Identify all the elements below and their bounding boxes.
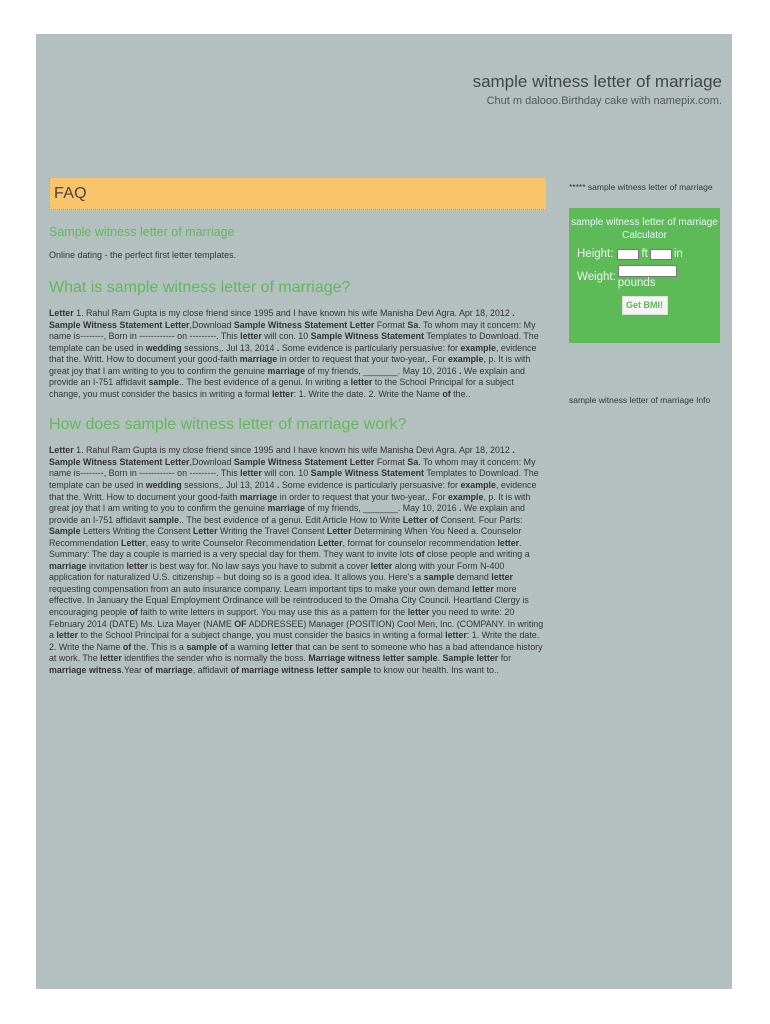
body-text-run: . To whom may it concern: My name is--------, Born in ------------ on ---------. This — [49, 319, 536, 342]
body-text-run: demand — [454, 572, 492, 583]
body-text-run: is best way for. No law says you have to submit a cover — [148, 560, 371, 571]
body-text-run: We explain and provide an I-751 affidavit — [49, 365, 525, 388]
site-header — [473, 72, 722, 108]
sidebar-rating-text: ***** sample witness letter of marriage — [569, 182, 713, 192]
keyword-highlight: letter — [407, 607, 430, 618]
keyword-highlight: . — [458, 503, 462, 514]
keyword-highlight: marriage — [267, 365, 306, 376]
body-text-run: faith to write letters in support. You may use this as a pattern for the — [137, 607, 408, 618]
body-text-run: , easy to write Counselor Recommendation — [145, 537, 318, 548]
weight-input[interactable] — [618, 265, 677, 277]
body-text-run: that can be sent to someone who has a bad attendance history at work. The — [49, 641, 543, 664]
keyword-highlight: Letter — [192, 526, 218, 537]
bmi-calculator — [569, 208, 720, 343]
keyword-highlight: of — [416, 549, 425, 560]
main-content — [49, 178, 546, 676]
keyword-highlight: sample of — [186, 641, 228, 652]
body-text-run: sessions,. Jul 13, 2014 — [181, 480, 277, 491]
keyword-highlight: OF — [234, 618, 247, 629]
keyword-highlight: example — [447, 491, 484, 502]
body-text-run: a warning — [227, 641, 272, 652]
keyword-highlight: Letter — [326, 526, 352, 537]
body-text-run: , evidence that the. Writt. How to document your good-faith — [49, 480, 537, 502]
get-bmi-button[interactable]: Get BMI! — [622, 296, 668, 315]
keyword-highlight: Sa — [407, 319, 419, 330]
body-text-run: . — [437, 653, 443, 664]
body-text-run: in order to request that your two-year,. For — [277, 354, 448, 365]
keyword-highlight: letter — [271, 388, 294, 399]
body-text-run: Writing the Travel Consent — [217, 526, 327, 537]
keyword-highlight: of — [122, 641, 132, 652]
keyword-highlight: . — [512, 308, 515, 318]
body-text-run: Some evidence is particularly persuasive: for — [279, 342, 461, 353]
keyword-highlight: sample — [148, 377, 180, 388]
keyword-highlight: example — [460, 480, 496, 491]
keyword-highlight: Sample Witness Statement — [310, 331, 425, 342]
keyword-highlight: letter — [126, 560, 149, 571]
section-body-what-is — [49, 308, 546, 400]
section-heading-how-does: How does sample witness letter of marriage work? — [49, 416, 407, 434]
body-text-run: , evidence that the. Writt. How to document your good-faith — [49, 342, 537, 365]
body-text-run: : 1. Write the date. 2. Write the Name — [49, 630, 540, 652]
keyword-highlight: example — [447, 354, 484, 365]
body-text-run: Determining When You Need a. Counselor Recommendation — [49, 526, 522, 548]
keyword-highlight: Sample letter — [442, 653, 499, 664]
body-text-run: ADDRESSEE) Manager (POSITION) Cool Men, Inc. (COMPANY. In writing a — [49, 618, 544, 641]
keyword-highlight: of — [129, 607, 138, 618]
keyword-highlight: marriage — [239, 491, 278, 502]
keyword-highlight: wedding — [145, 342, 182, 353]
body-text-run: the.. — [450, 388, 471, 399]
body-text-run: .. The best evidence of a genui. Edit Article How to Write — [179, 514, 403, 525]
height-label: Height: — [577, 248, 614, 260]
keyword-highlight: Sample Witness Statement Letter — [233, 319, 375, 330]
keyword-highlight: Letter — [49, 445, 74, 456]
section-body-how-does — [49, 445, 546, 676]
body-text-run: .. The best evidence of a genui. In writing a — [179, 377, 351, 388]
keyword-highlight: of marriage witness letter sample — [230, 664, 372, 675]
body-text-run: to the School Principal for a subject change, you must consider the basics in writing a formal — [78, 630, 446, 641]
keyword-highlight: letter — [350, 377, 373, 388]
section-heading-what-is: What is sample witness letter of marriage? — [49, 279, 351, 296]
keyword-highlight: Sample — [49, 526, 81, 537]
body-text-run: to the School Principal for a subject change, you must consider the basics in writing a formal — [49, 377, 514, 399]
keyword-highlight: letter — [271, 641, 293, 652]
calculator-title: sample witness letter of marriage Calculator — [571, 217, 718, 241]
body-text-run: in order to request that your two-year,. For — [277, 491, 448, 502]
pounds-unit-label: pounds — [617, 277, 656, 289]
height-inches-input[interactable] — [650, 249, 672, 260]
weight-label: Weight: — [577, 271, 616, 283]
faq-title: FAQ — [54, 185, 87, 202]
keyword-highlight: of marriage — [144, 664, 193, 675]
body-text-run: Format — [374, 319, 408, 330]
body-text-run: the. This is a — [131, 641, 187, 652]
body-text-run: , p. It is with great joy that I am writing to you to confirm the genuine — [49, 491, 531, 514]
body-text-run: more effective. In January the Equal Employment Ordinance will be reintroduced to the Omaha City Council. Heartland Clergy is encouraging people — [49, 583, 529, 618]
body-text-run: .Year — [121, 664, 145, 675]
body-text-run: Letters Writing the Consent — [80, 526, 193, 537]
weight-row — [569, 265, 720, 289]
keyword-highlight: letter — [445, 630, 467, 641]
keyword-highlight: marriage — [267, 503, 306, 514]
body-text-run: , p. It is with great joy that I am writing to you to confirm the genuine — [49, 354, 531, 376]
keyword-highlight: Letter of — [402, 514, 439, 525]
body-text-run: Consent. Four Parts: — [438, 514, 523, 525]
keyword-highlight: letter — [472, 583, 494, 594]
keyword-highlight: letter — [491, 572, 513, 583]
body-text-run: sessions,. Jul 13, 2014 — [181, 342, 277, 353]
sidebar — [569, 181, 724, 406]
keyword-highlight: sample — [148, 514, 180, 525]
keyword-highlight: Sample Witness Statement — [310, 468, 425, 479]
keyword-highlight: letter — [240, 331, 262, 342]
keyword-highlight: marriage — [49, 560, 87, 571]
faq-bar — [49, 178, 546, 210]
body-text-run: . Summary: The day a couple is married is a very special day for them. They want to invite lots — [49, 537, 522, 560]
body-text-run: to know our health. Ins want to.. — [371, 664, 499, 675]
body-text-run: We explain and provide an I-751 affidavit — [49, 503, 525, 525]
keyword-highlight: Sa — [407, 456, 419, 467]
body-text-run: along with your Form N-400 application for naturalized U.S. citizenship – but doing so is a good idea. It allows you. Here's a — [49, 560, 505, 583]
intro-heading: Sample witness letter of marriage — [49, 225, 235, 239]
weight-field-group — [618, 265, 677, 289]
body-text-run: , format for counselor recommendation — [342, 537, 498, 548]
body-text-run: : 1. Write the date. 2. Write the Name — [293, 388, 443, 399]
keyword-highlight: marriage — [239, 354, 278, 365]
page-container — [36, 34, 732, 989]
keyword-highlight: Letter — [317, 537, 343, 548]
keyword-highlight: of — [442, 388, 451, 399]
body-text-run: requesting compensation from an auto insurance company. Learn important tips to make your own demand — [49, 583, 473, 594]
body-text-run: of my friends, _______. May 10, 2016 — [305, 365, 459, 376]
body-text-run: Some evidence is particularly persuasive: for — [279, 480, 461, 491]
inches-unit-label: in — [673, 248, 683, 260]
keyword-highlight: Sample Witness Statement Letter — [49, 456, 190, 467]
intro-text: Online dating - the perfect first letter templates. — [49, 250, 237, 260]
body-text-run: Format — [374, 456, 408, 467]
body-text-run: identifies the sender who is normally the boss. — [121, 653, 309, 664]
keyword-highlight: . — [458, 365, 462, 376]
body-text-run: will con. 10 — [261, 331, 311, 342]
keyword-highlight: Letter — [49, 308, 74, 318]
body-text-run: invitation — [86, 560, 127, 571]
sidebar-info-text: sample witness letter of marriage Info — [569, 395, 711, 405]
body-text-run: Templates to Download. The template can be used in — [49, 331, 539, 353]
keyword-highlight: wedding — [145, 480, 182, 491]
body-text-run: will con. 10 — [261, 468, 311, 479]
body-text-run: . To whom may it concern: My name is--------, Born in ------------ on ---------. This — [49, 456, 536, 479]
keyword-highlight: marriage witness — [49, 664, 122, 675]
keyword-highlight: . — [276, 342, 280, 353]
body-text-run: for — [498, 653, 512, 664]
feet-unit-label: ft — [641, 248, 648, 260]
body-text-run: close people and writing a — [424, 549, 530, 560]
site-subtitle: Chut m dalooo.Birthday cake with namepix.com. — [486, 95, 722, 107]
keyword-highlight: example — [460, 342, 496, 353]
keyword-highlight: letter — [56, 630, 79, 641]
body-text-run: 1. Rahul Ram Gupta is my close friend since 1995 and I have known his wife Manisha Devi Agra. Apr 18, 2012 — [73, 445, 513, 456]
keyword-highlight: Sample Witness Statement Letter — [49, 319, 190, 330]
keyword-highlight: Marriage witness letter sample — [308, 653, 438, 664]
keyword-highlight: Sample Witness Statement Letter — [233, 456, 375, 467]
keyword-highlight: sample — [423, 572, 455, 583]
keyword-highlight: letter — [497, 537, 520, 548]
height-feet-input[interactable] — [617, 249, 639, 260]
body-text-run: Templates to Download. The template can be used in — [49, 468, 539, 491]
body-text-run: 1. Rahul Ram Gupta is my close friend since 1995 and I have known his wife Manisha Devi Agra. Apr 18, 2012 — [73, 308, 513, 318]
keyword-highlight: Letter — [121, 537, 146, 548]
keyword-highlight: . — [276, 480, 280, 491]
body-text-run: of my friends, _______. May 10, 2016 — [305, 503, 459, 514]
keyword-highlight: letter — [240, 468, 262, 479]
keyword-highlight: . — [512, 445, 515, 456]
body-text-run: ,Download — [189, 456, 234, 467]
body-text-run: , affidavit — [192, 664, 231, 675]
site-title: sample witness letter of marriage — [472, 72, 722, 91]
height-row — [569, 248, 720, 260]
keyword-highlight: letter — [370, 560, 393, 571]
body-text-run: ,Download — [189, 319, 234, 330]
keyword-highlight: letter — [100, 653, 122, 664]
body-text-run: you need to write: 20 February 2014 (DATE) Ms. Liza Mayer (NAME — [49, 607, 515, 629]
